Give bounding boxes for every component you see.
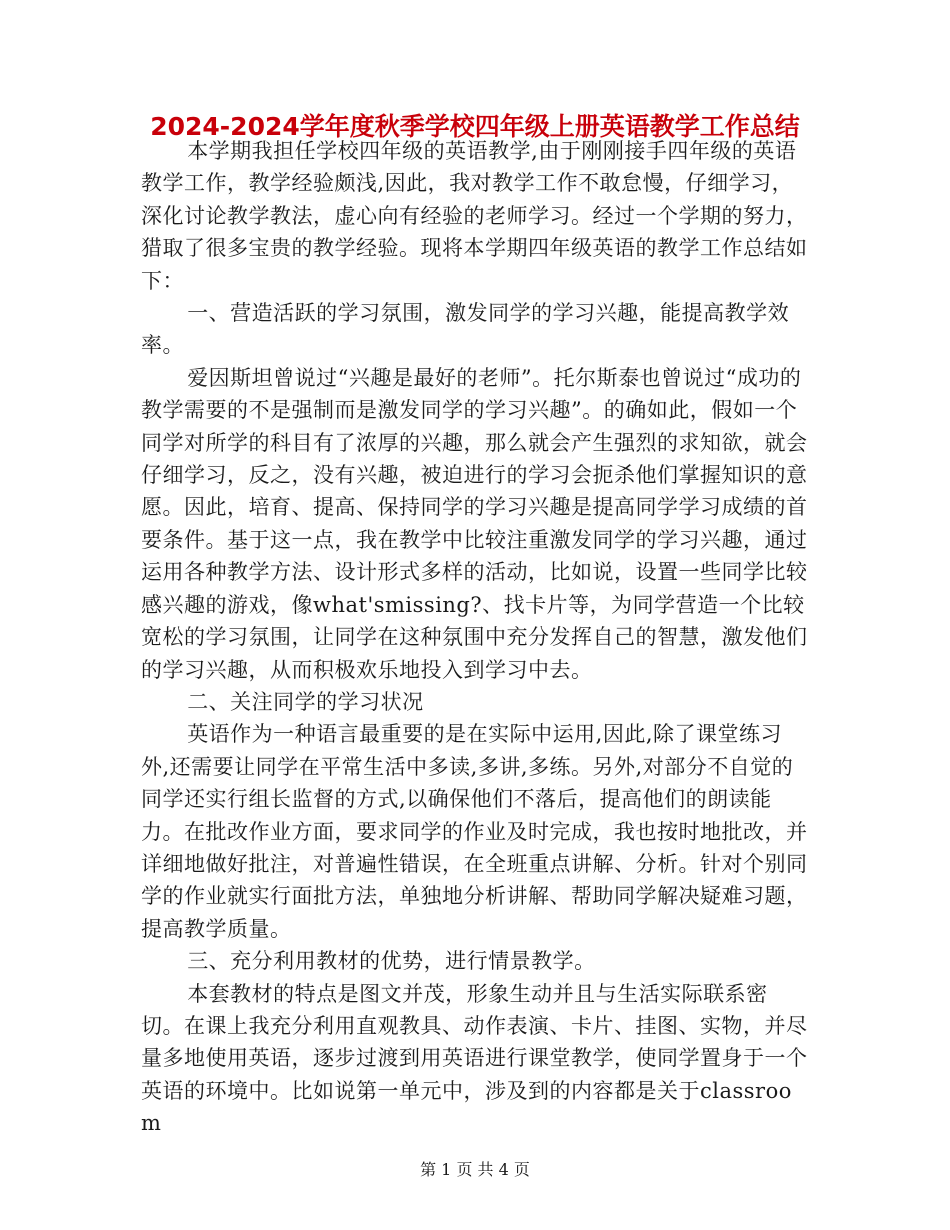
paragraph-section-2: 英语作为一种语言最重要的是在实际中运用,因此,除了课堂练习外,还需要让同学在平常生活中多读,多讲,多练。另外,对部分不自觉的同学还实行组长监督的方式,以确保他们不落后，提高他们的朗读能力。在批改作业方面，要求同学的作业及时完成，我也按时地批改，并详细地做好批注，对普遍性错误，在全班重点讲解、分析。针对个别同学的作业就实行面批方法，单独地分析讲解、帮助同学解决疑难习题，提高教学质量。 xyxy=(141,722,808,941)
paragraph-section-3: 本套教材的特点是图文并茂，形象生动并且与生活实际联系密切。在课上我充分利用直观教具、动作表演、卡片、挂图、实物，并尽量多地使用英语，逐步过渡到用英语进行课堂教学，使同学置身于一个英语的环境中。比如说第一单元中，涉及到的内容都是关于classroom xyxy=(141,981,808,1136)
section-heading-1: 一、营造活跃的学习氛围，激发同学的学习兴趣，能提高教学效率。 xyxy=(141,301,790,358)
section-heading-2: 二、关注同学的学习状况 xyxy=(187,689,424,714)
paragraph-section-1: 爱因斯坦曾说过“兴趣是最好的老师”。托尔斯泰也曾说过“成功的教学需要的不是强制而是激发同学的学习兴趣”。的确如此，假如一个同学对所学的科目有了浓厚的兴趣，那么就会产生强烈的求知欲，就会仔细学习，反之，没有兴趣，被迫进行的学习会扼杀他们掌握知识的意愿。因此，培育、提高、保持同学的学习兴趣是提高同学学习成绩的首要条件。基于这一点，我在教学中比较注重激发同学的学习兴趣，通过运用各种教学方法、设计形式多样的活动，比如说，设置一些同学比较感兴趣的游戏，像what'smissing?、找卡片等，为同学营造一个比较宽松的学习氛围，让同学在这种氛围中充分发挥自己的智慧，激发他们的学习兴趣，从而积极欢乐地投入到学习中去。 xyxy=(141,365,808,682)
document-body xyxy=(141,135,809,1140)
section-heading-3: 三、充分利用教材的优势，进行情景教学。 xyxy=(187,949,596,974)
document-title: 2024-2024学年度秋季学校四年级上册英语教学工作总结 xyxy=(150,112,800,141)
page-footer: 第 1 页 共 4 页 xyxy=(420,1160,530,1179)
paragraph-intro: 本学期我担任学校四年级的英语教学,由于刚刚接手四年级的英语教学工作，教学经验颇浅,因此，我对教学工作不敢怠慢，仔细学习，深化讨论教学教法，虚心向有经验的老师学习。经过一个学期的努力，猎取了很多宝贵的教学经验。现将本学期四年级英语的教学工作总结如下： xyxy=(141,139,808,293)
